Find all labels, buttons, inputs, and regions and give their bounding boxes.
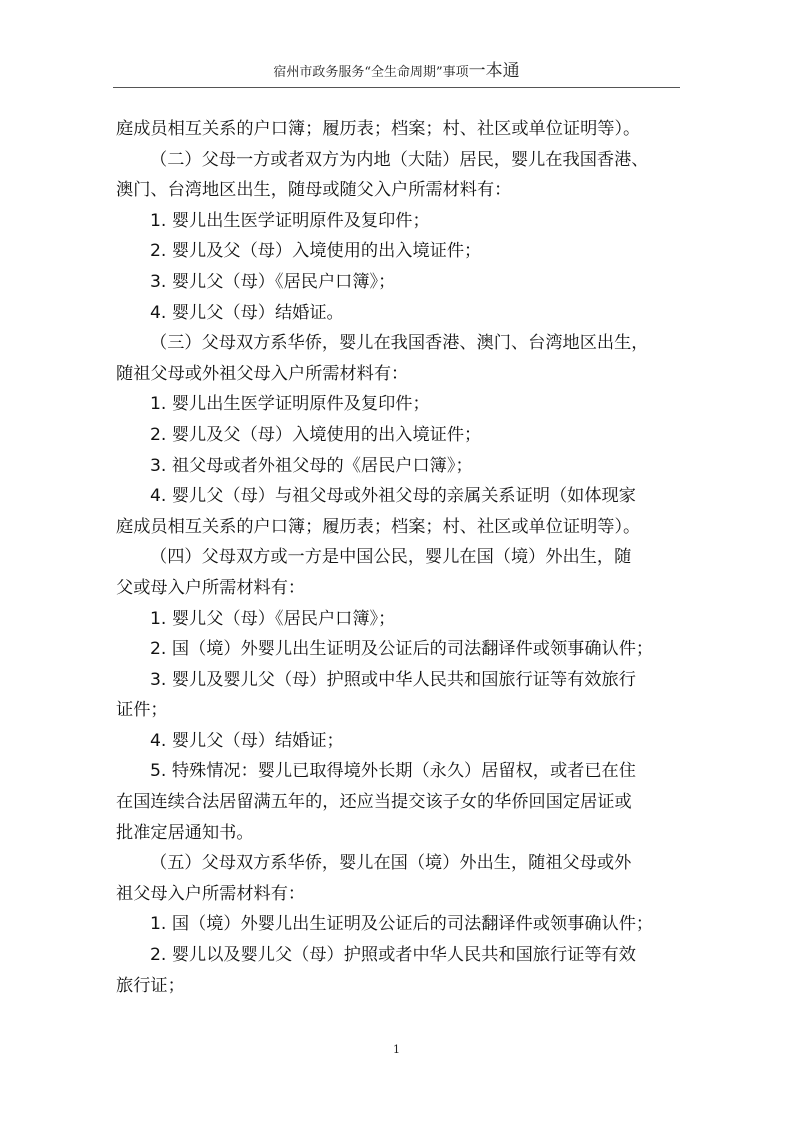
list-item: 1. 婴儿出生医学证明原件及复印件； — [150, 210, 430, 231]
text-line: 父或母入户所需材料有： — [116, 577, 306, 598]
text-line: 庭成员相互关系的户口簿；履历表；档案；村、社区或单位证明等）。 — [116, 516, 641, 537]
text-line: 旅行证； — [116, 975, 185, 996]
header-rule — [113, 87, 680, 88]
header-title-emphasis: 一本通 — [468, 61, 520, 81]
text-line: 庭成员相互关系的户口簿；履历表；档案；村、社区或单位证明等）。 — [116, 119, 641, 139]
list-item: 3. 祖父母或者外祖父母的《居民户口簿》； — [150, 455, 473, 476]
text-line: 随祖父母或外祖父母入户所需材料有： — [116, 363, 409, 384]
page-number: 1 — [393, 1043, 400, 1056]
text-line: 澳门、台湾地区出生，随母或随父入户所需材料有： — [116, 180, 512, 201]
list-item: 1. 国（境）外婴儿出生证明及公证后的司法翻译件或领事确认件； — [150, 914, 654, 935]
list-item: 2. 婴儿及父（母）入境使用的出入境证件； — [150, 424, 482, 445]
document-body — [116, 114, 682, 1001]
list-item: 2. 婴儿以及婴儿父（母）护照或者中华人民共和国旅行证等有效 — [150, 945, 636, 966]
list-item: 4. 婴儿父（母）结婚证； — [150, 730, 344, 751]
section-heading-4: （四）父母双方或一方是中国公民，婴儿在国（境）外出生，随 — [150, 547, 632, 568]
section-heading-3: （三）父母双方系华侨，婴儿在我国香港、澳门、台湾地区出生， — [150, 333, 649, 354]
text-line: 祖父母入户所需材料有： — [116, 883, 306, 904]
text-line: 证件； — [116, 700, 168, 721]
list-item: 5. 特殊情况：婴儿已取得境外长期（永久）居留权，或者已在住 — [150, 761, 636, 782]
list-item: 3. 婴儿父（母）《居民户口簿》； — [150, 271, 396, 292]
list-item: 4. 婴儿父（母）结婚证。 — [150, 302, 344, 323]
list-item: 2. 婴儿及父（母）入境使用的出入境证件； — [150, 241, 482, 262]
list-item: 4. 婴儿父（母）与祖父母或外祖父母的亲属关系证明（如体现家 — [150, 486, 636, 507]
list-item: 1. 婴儿出生医学证明原件及复印件； — [150, 394, 430, 415]
list-item: 3. 婴儿及婴儿父（母）护照或中华人民共和国旅行证等有效旅行 — [150, 669, 636, 690]
section-heading-5: （五）父母双方系华侨，婴儿在国（境）外出生，随祖父母或外 — [150, 853, 632, 874]
list-item: 1. 婴儿父（母）《居民户口簿》； — [150, 608, 396, 629]
running-header — [0, 62, 793, 82]
section-heading-2: （二）父母一方或者双方为内地（大陆）居民，婴儿在我国香港、 — [150, 149, 649, 170]
header-title: 宿州市政务服务“全生命周期”事项 — [273, 65, 469, 80]
text-line: 在国连续合法居留满五年的，还应当提交该子女的华侨回国定居证或 — [116, 792, 632, 813]
text-line: 批准定居通知书。 — [116, 822, 254, 843]
list-item: 2. 国（境）外婴儿出生证明及公证后的司法翻译件或领事确认件； — [150, 639, 654, 660]
